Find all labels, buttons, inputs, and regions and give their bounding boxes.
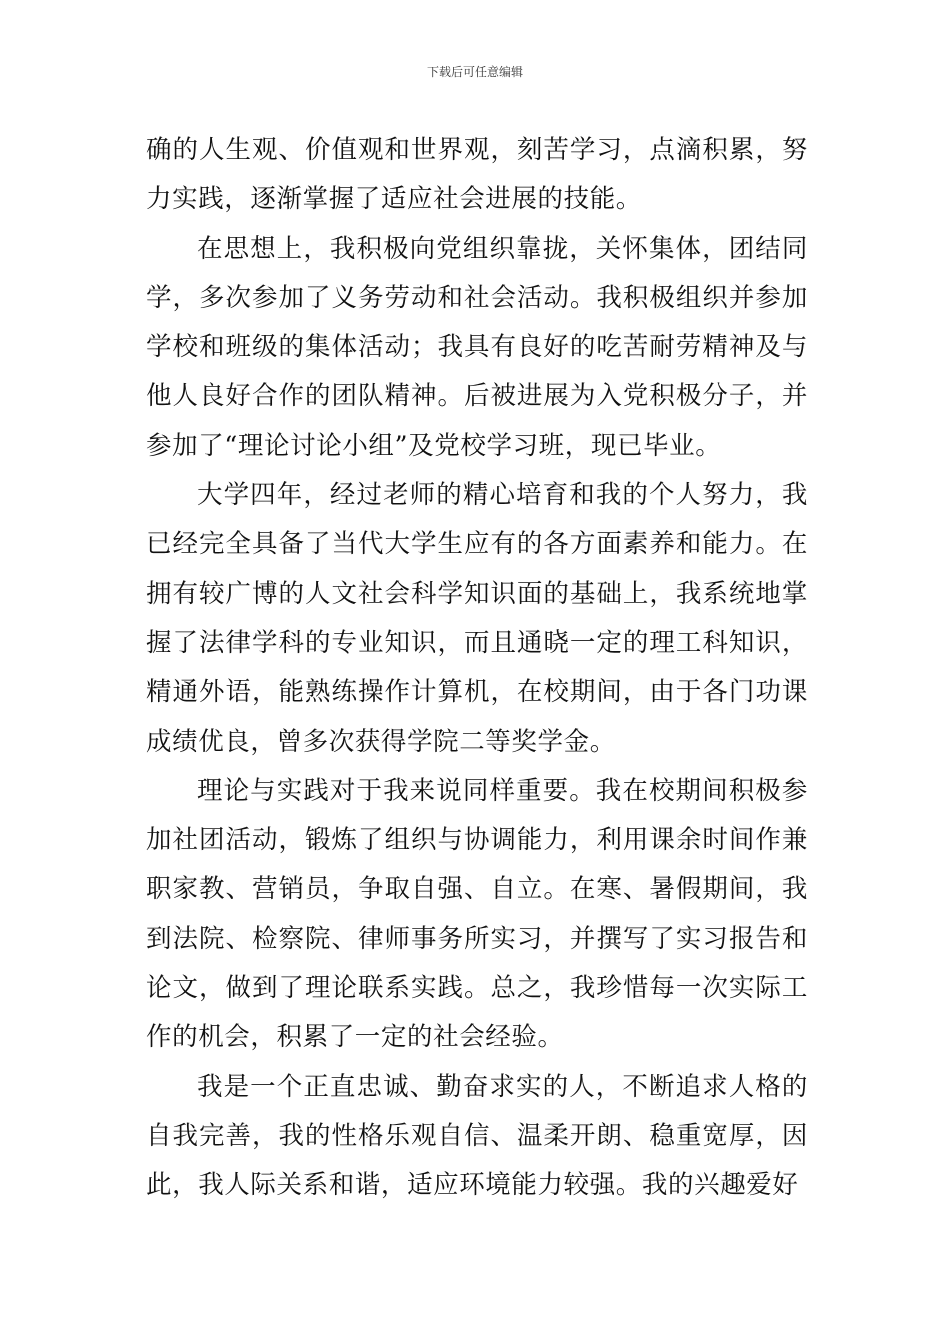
page-header: 下载后可任意编辑 — [426, 65, 523, 79]
document-body — [146, 126, 808, 1211]
paragraph-university: 大学四年，经过老师的精心培育和我的个人努力，我已经完全具备了当代大学生应有的各方面素养和能力。在拥有较广博的人文社会科学知识面的基础上，我系统地掌握了法律学科的专业知识，而且通晓一定的理工科知识，精通外语，能熟练操作计算机，在校期间，由于各门功课成绩优良，曾多次获得学院二等奖学金。 — [146, 480, 808, 757]
paragraph-continuation: 确的人生观、价值观和世界观，刻苦学习，点滴积累，努力实践，逐渐掌握了适应社会进展的技能。 — [146, 135, 808, 215]
paragraph-personality: 我是一个正直忠诚、勤奋求实的人，不断追求人格的自我完善，我的性格乐观自信、温柔开朗、稳重宽厚，因此，我人际关系和谐，适应环境能力较强。我的兴趣爱好 — [146, 1071, 808, 1201]
paragraph-practice: 理论与实践对于我来说同样重要。我在校期间积极参加社团活动，锻炼了组织与协调能力，利用课余时间作兼职家教、营销员，争取自强、自立。在寒、暑假期间，我到法院、检察院、律师事务所实习，并撰写了实习报告和论文，做到了理论联系实践。总之，我珍惜每一次实际工作的机会，积累了一定的社会经验。 — [146, 775, 808, 1053]
paragraph-thought: 在思想上，我积极向党组织靠拢，关怀集体，团结同学，多次参加了义务劳动和社会活动。我积极组织并参加学校和班级的集体活动；我具有良好的吃苦耐劳精神及与他人良好合作的团队精神。后被进展为入党积极分子，并参加了“理论讨论小组”及党校学习班，现已毕业。 — [146, 233, 808, 461]
